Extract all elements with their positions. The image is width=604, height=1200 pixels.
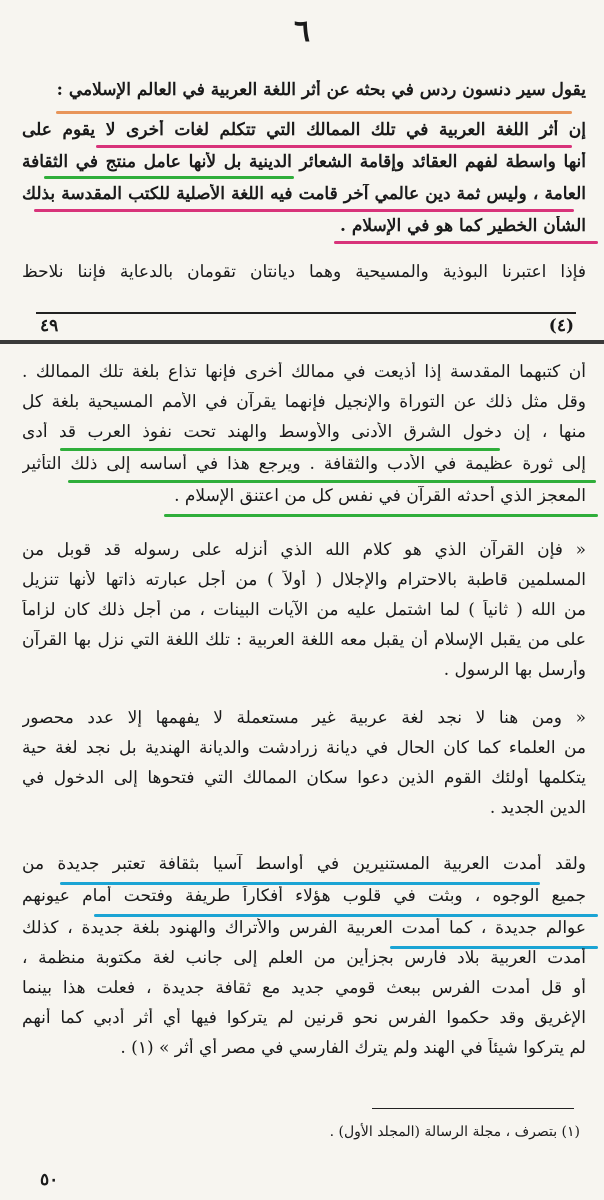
- text-line: الإغريق وقد حكموا الفرس نحو قرنين لم يتركوا فيها أي أثر أدبي كما أنهم: [22, 1008, 586, 1028]
- text-line: العامة ، وليس ثمة دين عالمي آخر قامت فيه اللغة الأصلية للكتب المقدسة بذلك: [22, 184, 586, 204]
- text-line: إلى ثورة عظيمة في الأدب والثقافة . ويرجع هذا في أساسه إلى ذلك التأثير: [22, 454, 586, 474]
- footnote-rule: [372, 1108, 574, 1109]
- text-line: من العلماء كما كان الحال في ديانة زرادشت والديانة الهندية بل نجد لغة حية: [22, 738, 586, 758]
- text-line: الشأن الخطير كما هو في الإسلام .: [340, 216, 586, 236]
- text-line: المسلمين قاطبة بالاحترام والإجلال ( أولاً ) من أجل عبارته ذاتها لأنها تنزيل: [22, 570, 586, 590]
- highlight-underline: [68, 480, 596, 483]
- text-line: عوالم جديدة ، كما أمدت العربية الفرس والأتراك والهنود بلغة جديدة ، كذلك: [22, 918, 586, 938]
- text-line: أنها واسطة لفهم العقائد وإقامة الشعائر الدينية بل لأنها عامل منتج في الثقافة: [22, 152, 586, 172]
- page-top-number: ٦: [293, 14, 311, 49]
- text-line: المعجز الذي أحدثه القرآن في نفس كل من اعتنق الإسلام .: [174, 486, 586, 506]
- highlight-underline: [96, 145, 572, 148]
- text-line: وأرسل بها الرسول .: [443, 660, 586, 680]
- text-line: منها ، إن دخول الشرق الأدنى والأوسط والهند تحت نفوذ العرب قد أدى: [22, 422, 586, 442]
- text-line: على من يقبل الإسلام أن يقبل معه اللغة العربية : تلك اللغة التي نزل بها القرآن: [22, 630, 586, 650]
- page-49: [0, 0, 604, 340]
- text-line: من الله ( ثانياً ) لما اشتمل عليه من الآيات البينات ، من أجل ذلك كان لزاماً: [22, 600, 586, 620]
- text-line: « ومن هنا لا نجد لغة عربية غير مستعملة لا يفهمها إلا عدد محصور: [22, 708, 586, 728]
- footer-rule: [36, 312, 576, 314]
- text-line: إن أثر اللغة العربية في تلك الممالك التي تتكلم لغات أخرى لا يقوم على: [22, 120, 586, 140]
- text-line: أمدت العربية بلاد فارس بجزأين من العلم إلى جانب لغة مكتوبة منظمة ،: [22, 948, 586, 968]
- text-line: أو قل أمدت الفرس ببعث قومي جديد مع ثقافة جديدة ، فعلت هذا بينما: [22, 978, 586, 998]
- text-line: يقول سير دنسون ردس في بحثه عن أثر اللغة العربية في العالم الإسلامي :: [56, 80, 586, 100]
- text-line: جميع الوجوه ، وبثت في قلوب هؤلاء أفكاراً طريفة وفتحت أمام عيونهم: [22, 886, 586, 906]
- highlight-underline: [334, 241, 598, 244]
- text-line: يتكلمها أولئك القوم الذين دعوا سكان الممالك التي فتحوها إلى الدخول في: [22, 768, 586, 788]
- text-line: فإذا اعتبرنا البوذية والمسيحية وهما ديانتان تقومان بالدعاية فإننا نلاحظ: [22, 262, 586, 282]
- highlight-underline: [56, 111, 572, 114]
- highlight-underline: [164, 514, 598, 517]
- text-line: أن كتبهما المقدسة إذا أذيعت في ممالك أخرى فإنها تذاع بلغة تلك الممالك .: [22, 362, 586, 382]
- footer-section-number: (٤): [548, 316, 574, 336]
- page-50: [0, 344, 604, 1200]
- text-line: ولقد أمدت العربية المستنيرين في أواسط آسيا بثقافة تعتبر جديدة من: [22, 854, 586, 874]
- text-line: وقل مثل ذلك عن التوراة والإنجيل فإنهما يقرآن في الأمم المسيحية بلغة كل: [22, 392, 586, 412]
- highlight-underline: [44, 176, 294, 179]
- highlight-underline: [34, 209, 574, 212]
- text-line: الدين الجديد .: [489, 798, 586, 818]
- highlight-underline: [60, 882, 540, 885]
- highlight-underline: [60, 448, 500, 451]
- footer-page-number: ٤٩: [40, 316, 59, 336]
- highlight-underline: [94, 914, 598, 917]
- footer-page-number: ٥٠: [40, 1170, 59, 1190]
- text-line: لم يتركوا شيئاً في الهند ولم يترك الفارسي في مصر أي أثر » (١) .: [120, 1038, 586, 1058]
- text-line: « فإن القرآن الذي هو كلام الله الذي أنزله على رسوله قد قوبل من: [22, 540, 586, 560]
- footnote: (١) بتصرف ، مجلة الرسالة (المجلد الأول) .: [329, 1124, 580, 1140]
